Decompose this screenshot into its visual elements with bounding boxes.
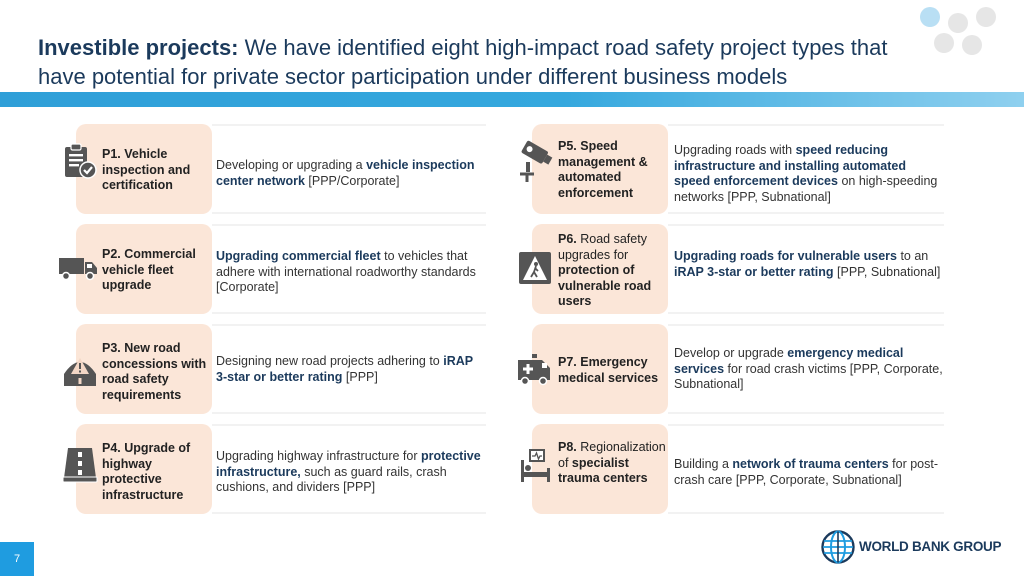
text-segment: to an [896, 249, 929, 263]
text-segment: P3. New road concessions with road safety requirements [102, 341, 207, 402]
text-segment: [PPP/Corporate] [304, 173, 400, 188]
project-label [558, 355, 666, 386]
project-card-p7 [532, 324, 944, 414]
header-band [0, 92, 1024, 107]
truck-icon [58, 248, 100, 288]
project-description [674, 346, 944, 393]
text-segment: to vehicles that adhere with international roadworthy standards [Corporate] [216, 249, 476, 294]
decorative-dots [918, 4, 1018, 60]
ambulance-icon [516, 350, 556, 390]
project-label [102, 341, 210, 403]
text-segment: iRAP 3-star or better rating [674, 264, 834, 279]
project-card-p8 [532, 424, 944, 514]
logo-text: WORLD BANK GROUP [859, 539, 1002, 554]
road-warning-icon [62, 348, 98, 388]
text-segment: network of trauma centers [732, 457, 889, 471]
globe-icon [821, 530, 855, 564]
text-segment: [PPP, Subnational] [833, 264, 941, 279]
project-card-p1 [76, 124, 486, 214]
project-description [674, 457, 944, 488]
text-segment: such as guard rails, crash cushions, and dividers [PPP] [216, 464, 447, 494]
text-segment: P6. [558, 232, 577, 246]
text-segment: emergency medical services [674, 346, 904, 376]
text-segment: Building a [674, 457, 733, 471]
text-segment: Developing or upgrading a [216, 158, 367, 172]
text-segment: Develop or upgrade [674, 346, 788, 360]
speed-camera-icon [516, 140, 556, 184]
project-card-p4 [76, 424, 486, 514]
project-label [558, 232, 666, 310]
pedestrian-sign-icon [518, 248, 554, 288]
project-description [216, 449, 486, 496]
text-segment: iRAP 3-star or better rating [216, 354, 473, 384]
project-card-p6 [532, 224, 944, 314]
text-segment: on high-speeding networks [PPP, Subnational] [674, 174, 938, 204]
text-segment: Upgrading roads for vulnerable users [674, 249, 897, 263]
project-description [216, 249, 486, 296]
page-title [38, 33, 918, 91]
project-description [674, 249, 944, 280]
project-description [216, 354, 486, 385]
page-number: 7 [0, 542, 34, 576]
text-segment: protective infrastructure, [216, 449, 481, 479]
title-bold: Investible projects: [38, 35, 239, 60]
highway-barrier-icon [62, 444, 98, 484]
text-segment: P5. Speed management & automated enforcement [558, 139, 648, 200]
clipboard-check-icon [62, 142, 98, 182]
text-segment: P8. [558, 440, 577, 454]
project-description [674, 143, 944, 205]
text-segment: Upgrading commercial fleet [216, 249, 381, 263]
text-segment: for road crash victims [PPP, Corporate, Subnational] [674, 361, 943, 391]
text-segment: P1. Vehicle inspection and certification [102, 147, 191, 192]
text-segment: P7. Emergency medical services [558, 355, 659, 385]
project-label [558, 440, 666, 487]
text-segment: P4. Upgrade of highway protective infrastructure [102, 441, 191, 502]
text-segment: Upgrading roads with [674, 143, 796, 157]
text-segment: specialist trauma centers [558, 455, 648, 485]
project-label [102, 247, 210, 294]
text-segment: protection of vulnerable road users [558, 263, 652, 308]
text-segment: for post-crash care [PPP, Corporate, Subnational] [674, 457, 938, 487]
text-segment: Regionalization of [558, 440, 666, 470]
text-segment: Upgrading highway infrastructure for [216, 449, 421, 463]
project-label [558, 139, 666, 201]
project-card-p5 [532, 124, 944, 214]
hospital-bed-icon [518, 446, 554, 486]
text-segment: Road safety upgrades for [558, 232, 647, 262]
text-segment: vehicle inspection center network [216, 158, 475, 188]
project-description [216, 158, 486, 189]
project-label [102, 147, 208, 194]
project-label [102, 441, 210, 503]
project-card-p2 [76, 224, 486, 314]
world-bank-logo [821, 530, 1002, 564]
project-card-p3 [76, 324, 486, 414]
text-segment: P2. Commercial vehicle fleet upgrade [102, 247, 196, 292]
text-segment: [PPP] [342, 369, 378, 384]
text-segment: Designing new road projects adhering to [216, 354, 444, 368]
title-rest: We have identified eight high-impact road safety project types that have potential for private sector participation under different business models [38, 35, 888, 89]
text-segment: speed reducing infrastructure and installing automated speed enforcement devices [674, 143, 906, 188]
